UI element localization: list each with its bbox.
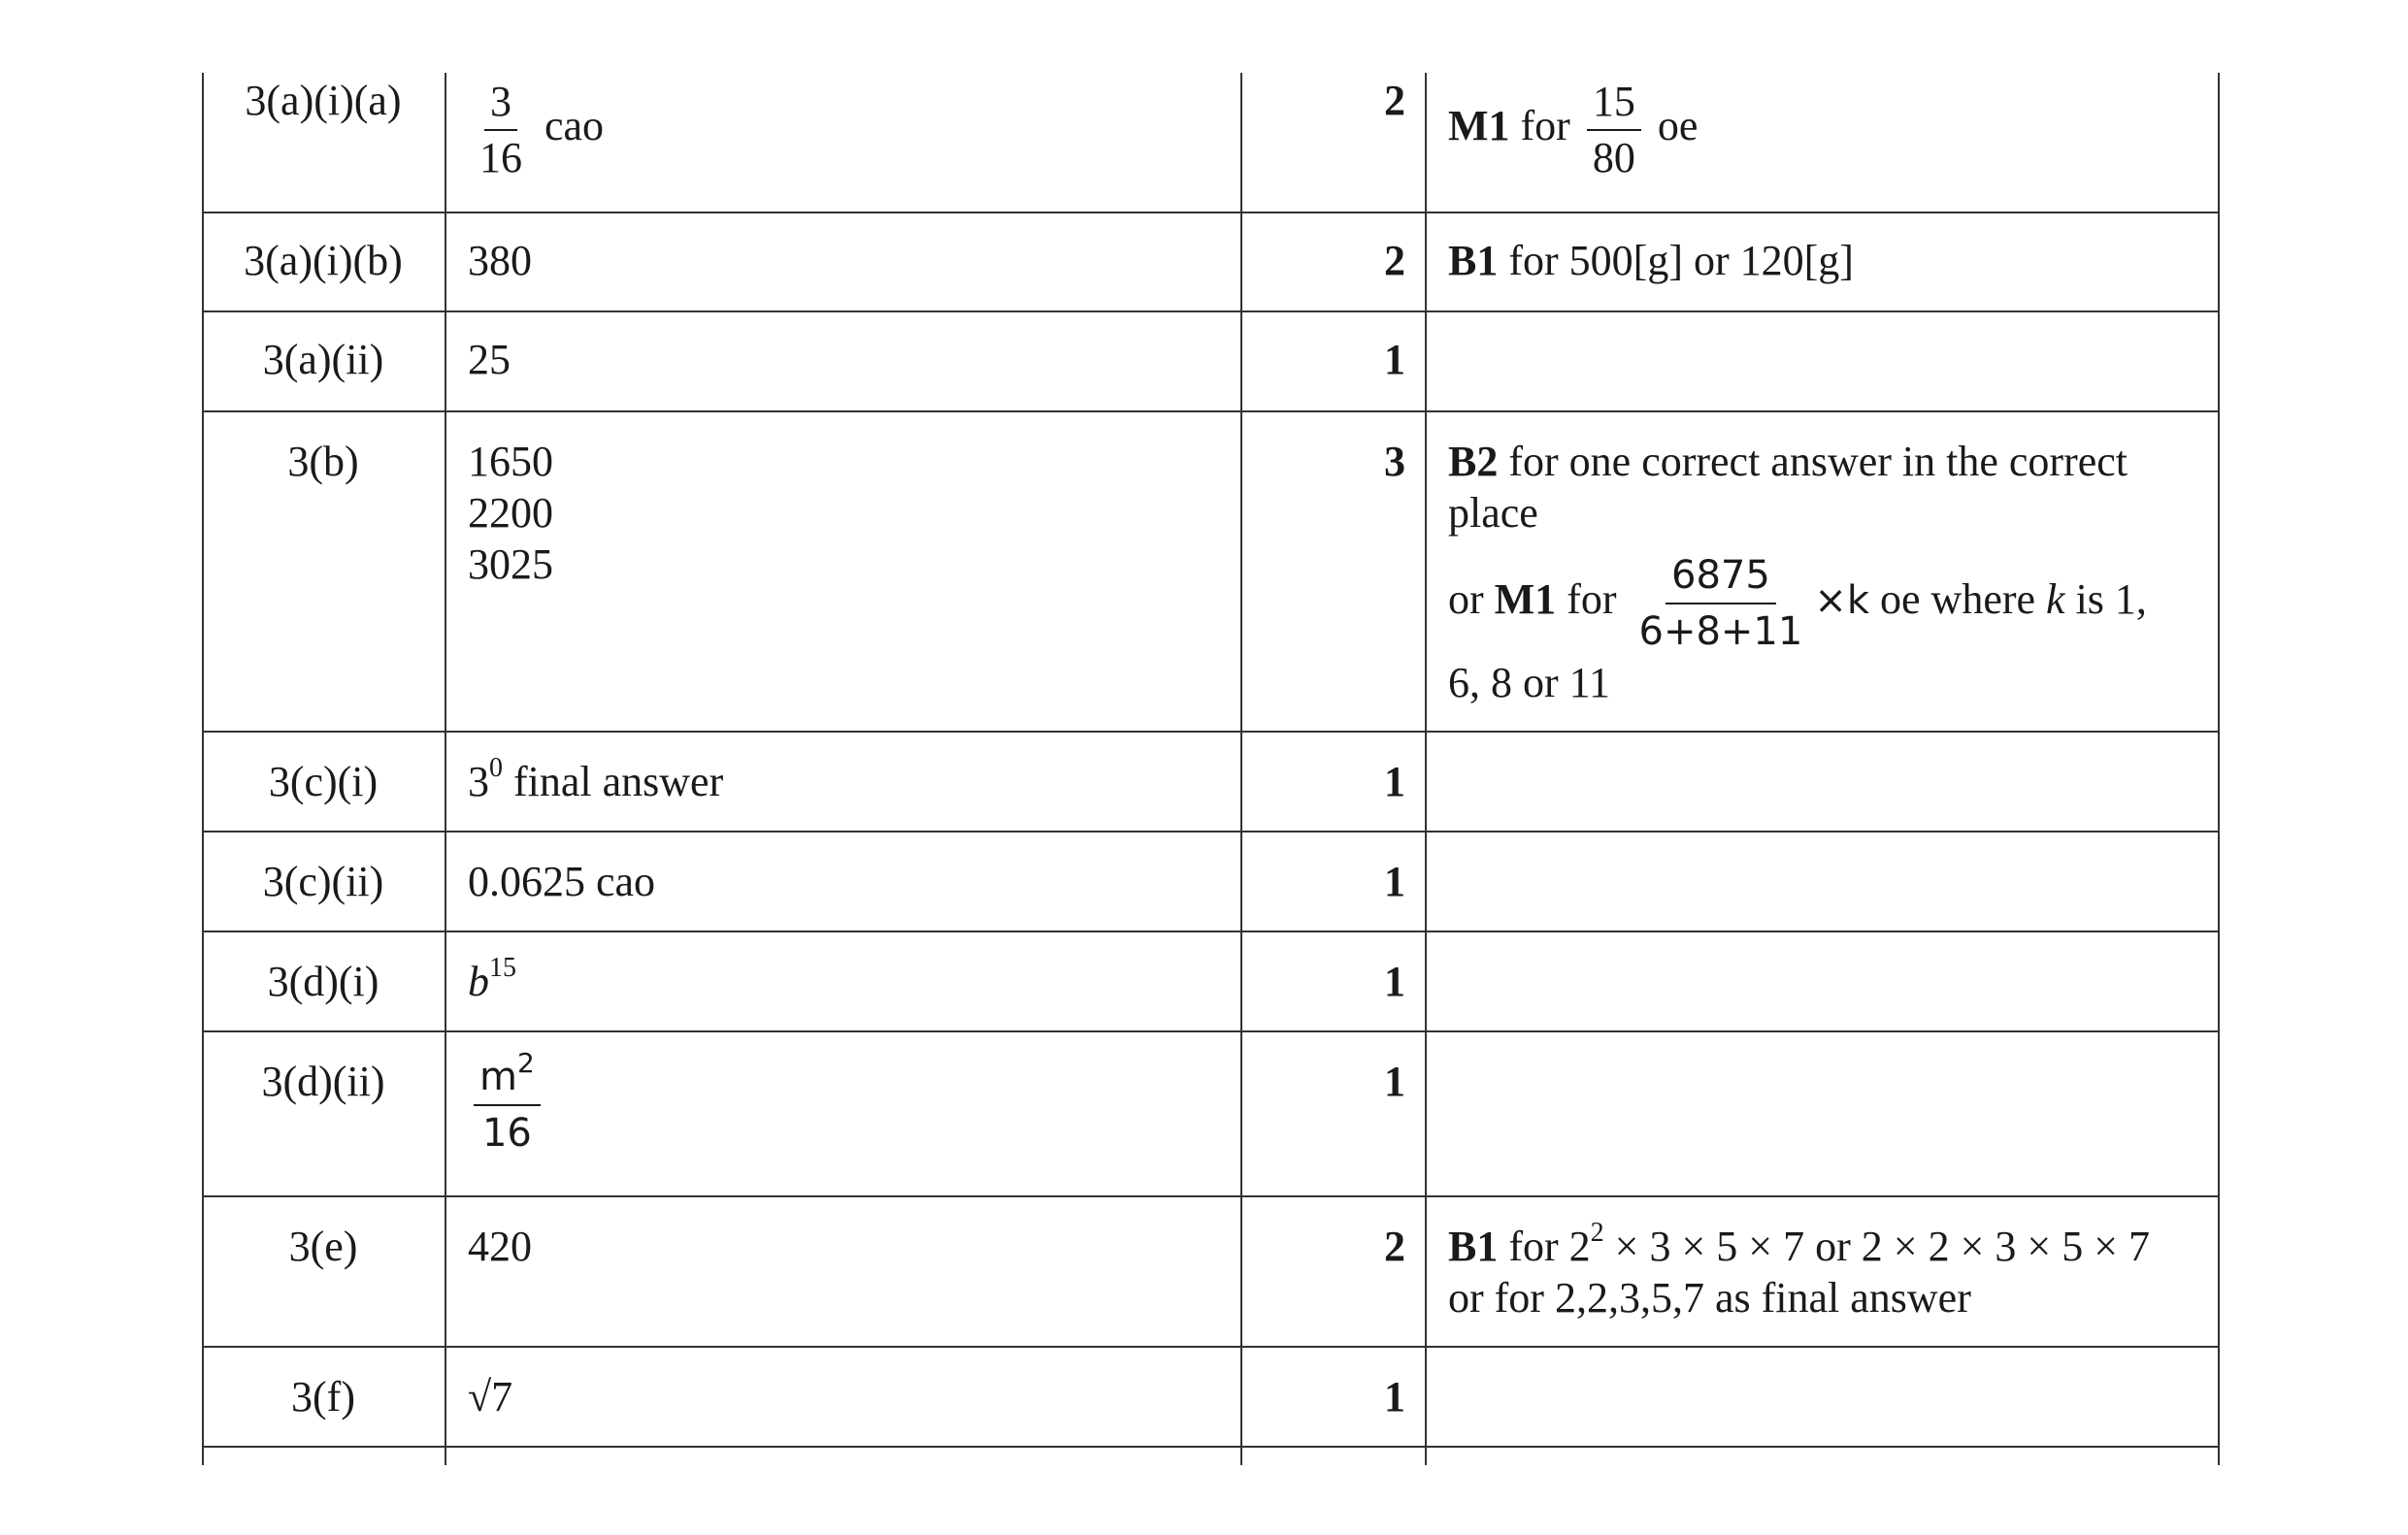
marks-value: 1 bbox=[1384, 336, 1405, 383]
question-number: 3(a)(i)(b) bbox=[244, 237, 403, 284]
table-row bbox=[202, 1195, 2218, 1348]
marks-value: 2 bbox=[1384, 1223, 1405, 1270]
guidance-fraction: $\frac{6875}{6+8+11}$ bbox=[1633, 550, 1809, 657]
marks-value: 2 bbox=[1384, 77, 1405, 124]
answer-cell: 380 bbox=[468, 237, 532, 284]
answer-fraction: $\frac{m^2}{16}$ bbox=[474, 1052, 541, 1159]
question-number: 3(f) bbox=[291, 1373, 355, 1421]
guidance-cell: M1 for $\frac{15}{80}$ oe bbox=[1448, 78, 1699, 181]
question-number: 3(d)(ii) bbox=[261, 1058, 385, 1105]
question-number: 3(b) bbox=[287, 438, 359, 485]
guidance-cell bbox=[1425, 310, 2218, 410]
guidance-cell: B1 for $2^2 \times 3 \times 5 \times 7$ or 2 × 2 × 3 × 5 × 7 or for 2,2,3,5,7 as final answer bbox=[1448, 1218, 2151, 1322]
column-border-right bbox=[2218, 73, 2220, 1465]
table-row bbox=[202, 731, 2218, 833]
table-row bbox=[202, 831, 2218, 932]
answer-line: 3025 bbox=[468, 540, 553, 588]
question-number: 3(d)(i) bbox=[267, 958, 379, 1005]
answer-cell bbox=[445, 410, 1240, 731]
table-row bbox=[202, 1346, 2218, 1448]
guidance-cell: B1 for 500[g] or 120[g] bbox=[1448, 237, 1854, 284]
answer-fraction: $\frac{3}{16}$ bbox=[479, 78, 522, 181]
answer-cell: 0.0625 cao bbox=[468, 858, 656, 905]
marks-value: 1 bbox=[1384, 1058, 1405, 1105]
answer-cell: $3^0$ final answer bbox=[468, 753, 724, 805]
guidance-cell bbox=[1425, 831, 2218, 931]
question-number: 3(e) bbox=[288, 1223, 358, 1270]
marks-value: 2 bbox=[1384, 237, 1405, 284]
question-number: 3(c)(ii) bbox=[262, 858, 384, 905]
marks-value: 1 bbox=[1384, 1373, 1405, 1421]
guidance-fraction: $\frac{15}{80}$ bbox=[1587, 77, 1641, 183]
table-row bbox=[202, 73, 2218, 213]
question-number: 3(a)(ii) bbox=[262, 336, 384, 383]
guidance-cell: B2 for one correct answer in the correct place or M1 for $\frac{6875}{6+8+11}$ ×k oe where k is 1, 6, 8 or 11 bbox=[1448, 438, 2147, 706]
question-number: 3(c)(i) bbox=[268, 758, 379, 805]
marks-value: 3 bbox=[1384, 438, 1405, 485]
marks-value: 1 bbox=[1384, 858, 1405, 905]
table-row bbox=[202, 410, 2218, 733]
answer-cell: √7 bbox=[468, 1373, 513, 1421]
answer-line: 1650 bbox=[468, 438, 553, 485]
question-number: 3(a)(i)(a) bbox=[245, 77, 402, 124]
answer-cell: $b^{15}$ bbox=[468, 953, 516, 1005]
guidance-cell bbox=[1425, 1030, 2218, 1195]
guidance-cell bbox=[1425, 931, 2218, 1030]
answer-line: 2200 bbox=[468, 489, 553, 537]
marks-value: 1 bbox=[1384, 958, 1405, 1005]
answer-cell: 420 bbox=[468, 1223, 532, 1270]
table-row bbox=[202, 212, 2218, 312]
answer-cell: 25 bbox=[468, 336, 511, 383]
table-row bbox=[202, 310, 2218, 412]
guidance-cell bbox=[1425, 731, 2218, 831]
marks-value: 1 bbox=[1384, 758, 1405, 805]
table-row bbox=[202, 931, 2218, 1032]
answer-cell bbox=[445, 1030, 1240, 1195]
answer-cell: $\frac{3}{16}$ cao bbox=[445, 73, 1240, 212]
guidance-cell bbox=[1425, 1346, 2218, 1446]
table-row bbox=[202, 1030, 2218, 1197]
